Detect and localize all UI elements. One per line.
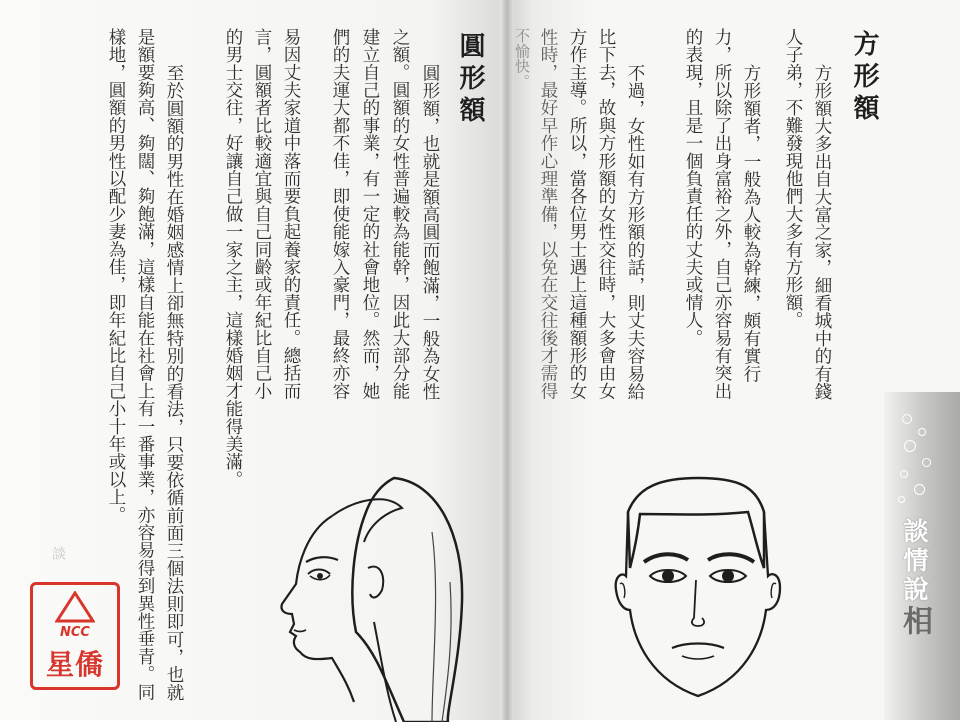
right-text-col-6: 不過，女性如有方形額的話，則丈夫容易給: [625, 64, 645, 401]
left-text-col-6: 言，圓額者比較適宜與自己同齡或年紀比自己小: [252, 28, 272, 400]
chapter-side-title-last-char: 相: [897, 605, 932, 639]
right-text-col-4: 力，所以除了出身富裕之外，自己亦容易有突出: [712, 28, 732, 400]
chapter-side-title: 談情說相: [897, 518, 932, 639]
left-text-col-7: 的男士交往，好讓自己做一家之主，這樣婚姻才能得美滿。: [223, 28, 243, 489]
left-page-heading: 圓形額: [455, 32, 485, 128]
right-text-col-3: 方形額者，一般為人較為幹練，頗有實行: [741, 64, 761, 383]
decor-dot: [900, 470, 908, 478]
book-gutter: [500, 0, 514, 720]
decor-dot: [902, 414, 912, 424]
right-text-col-10: 不愉快。: [513, 28, 531, 89]
right-text-col-8: 方作主導。所以，當各位男士遇上這種額形的女: [567, 28, 587, 400]
right-text-col-2: 人子弟，不難發現他們大多有方形額。: [783, 28, 803, 329]
left-text-col-4: 們的夫運大都不佳，即使能嫁入豪門，最終亦容: [330, 28, 350, 400]
left-text-col-3: 建立自己的事業，有一定的社會地位。然而，她: [360, 28, 380, 400]
decor-dot: [922, 458, 931, 467]
right-page-heading: 方形額: [849, 30, 879, 126]
decor-dot: [918, 428, 926, 436]
left-text-col-8: 至於圓額的男性在婚姻感情上卻無特別的看法，只要依循前面三個法則即可，也就: [164, 64, 184, 702]
right-text-col-5: 的表現，且是一個負責任的丈夫或情人。: [683, 28, 703, 347]
decor-dot: [914, 484, 925, 495]
left-text-col-9: 是額要夠高、夠闊、夠飽滿，這樣自能在社會上有一番事業，亦容易得到異性垂青。同: [135, 28, 155, 701]
left-text-col-10: 樣地，圓額的男性以配少妻為佳，即年紀比自己小十年或以上。: [106, 28, 126, 524]
left-text-col-5: 易因丈夫家道中落而要負起養家的責任。總括而: [281, 28, 301, 400]
right-text-col-9: 性時，最好早作心理準備，以免在交往後才需得: [538, 28, 558, 400]
decor-dot: [898, 496, 905, 503]
faint-bleed-text: 談: [50, 546, 66, 561]
right-text-col-1: 方形額大多出自大富之家，細看城中的有錢: [812, 64, 832, 401]
triangle-mark-icon: [55, 591, 95, 623]
right-text-col-7: 比下去，故與方形額的女性交往時，大多會由女: [596, 28, 616, 400]
female-profile-illustration: [236, 472, 476, 722]
decor-dot: [904, 440, 916, 452]
male-face-illustration: [598, 472, 798, 712]
stamp-chinese-text: 星僑: [45, 648, 104, 681]
left-text-col-2: 之額。圓額的女性普遍較為能幹，因此大部分能: [390, 28, 410, 400]
stamp-latin-text: NCC: [60, 625, 90, 640]
left-text-col-1: 圓形額，也就是額高圓而飽滿，一般為女性: [420, 64, 440, 401]
ncc-stamp: [30, 582, 120, 690]
